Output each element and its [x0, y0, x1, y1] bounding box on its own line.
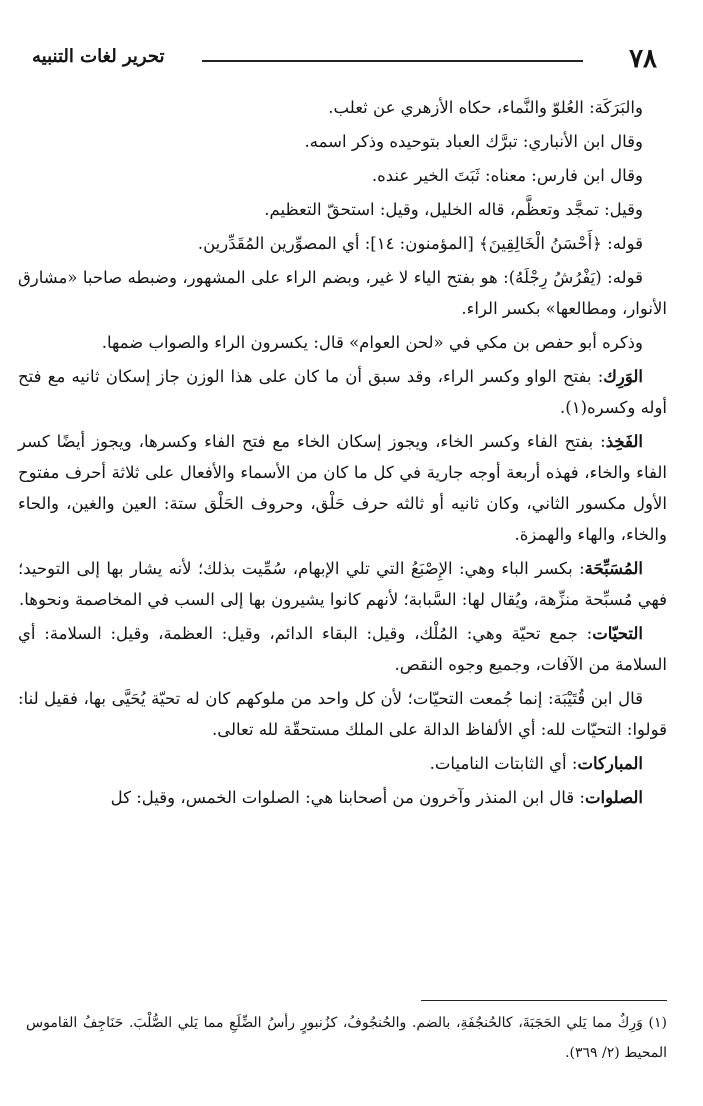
- paragraph-text: : بفتح الفاء وكسر الخاء، ويجوز إسكان الخاء مع فتح الفاء وكسرها، ويجوز أيضًا كسر الفاء والخاء، فهذه أربعة أوجه جارية في كل ما كان من الأسماء والأفعال على ثلاثة أحرف مفتوح الأول مكسور الثاني، وكان ثانيه أو ثالثه حرف حَلْق، وحروف الحَلْق ستة: العين والغين، والحاء والخاء، والهاء والهمزة.: [18, 432, 667, 544]
- paragraph: [18, 194, 667, 225]
- paragraph: [18, 361, 667, 423]
- paragraph-text: وذكره أبو حفص بن مكي في «لحن العوام» قال: يكسرون الراء والصواب ضمها.: [101, 333, 643, 352]
- paragraph-text: والبَرَكَة: العُلوّ والنَّماء، حكاه الأزهري عن ثعلب.: [328, 98, 643, 117]
- paragraph-text: قوله: (يَفْرُشُ رِجْلَهُ): هو بفتح الياء لا غير، وبضم الراء على المشهور، وضبطه صاحبا «مشارق الأنوار، ومطالعها» بكسر الراء.: [18, 268, 667, 318]
- paragraph-text: : أي الثابتات الناميات.: [429, 754, 578, 773]
- paragraph: [18, 553, 667, 615]
- footnote: (١) وَرِكٌ مما يَلي الحَجَبَةَ، كالحُنجُفَةِ، بالضم. والحُنجُوفُ، كزُنبورٍ رأسُ الضِّلَعِ مما يَلي الصُّلْبَ. حَنَاجِفُ القاموس المحيط (٢/ ٣٦٩).: [26, 1015, 667, 1061]
- defined-term: التحيّات: [592, 624, 643, 643]
- paragraph: [18, 92, 667, 123]
- paragraph-text: قوله: ﴿أَحْسَنُ الْخَالِقِينَ﴾ [المؤمنون: ١٤]: أي المصوِّرين المُقَدِّرين.: [197, 234, 643, 253]
- paragraph: [18, 426, 667, 550]
- paragraph-text: وقال ابن فارس: معناه: ثَبَتَ الخير عنده.: [371, 166, 643, 185]
- main-text: [18, 92, 667, 816]
- paragraph: [18, 228, 667, 259]
- paragraph: [18, 618, 667, 680]
- header-rule: [202, 60, 583, 62]
- page-header: [24, 40, 679, 84]
- paragraph: [18, 683, 667, 745]
- footnote-divider: [421, 1000, 667, 1001]
- paragraph-text: وقيل: تمجَّد وتعظَّم، قاله الخليل، وقيل: استحقّ التعظيم.: [264, 200, 643, 219]
- defined-term: الفَخِذ: [605, 432, 643, 451]
- paragraph: [18, 262, 667, 324]
- paragraph-text: : جمع تحيّة وهي: المُلْك، وقيل: البقاء الدائم، وقيل: العظمة، وقيل: السلامة: أي السلامة من الآفات، وجميع وجوه النقص.: [18, 624, 667, 674]
- paragraph: [18, 327, 667, 358]
- defined-term: الصلوات: [584, 788, 643, 807]
- defined-term: الوَرِك: [603, 367, 643, 386]
- paragraph-text: : بفتح الواو وكسر الراء، وقد سبق أن ما كان على هذا الوزن جاز إسكان ثانيه مع فتح أوله وكسره(١).: [18, 367, 667, 417]
- book-title: تحرير لغات التنبيه: [32, 46, 165, 67]
- paragraph: [18, 782, 667, 813]
- paragraph: [18, 160, 667, 191]
- page-number: ٧٨: [629, 44, 657, 74]
- paragraph-text: وقال ابن الأنباري: تبرَّك العباد بتوحيده وذكر اسمه.: [304, 132, 643, 151]
- paragraph: [18, 748, 667, 779]
- paragraph-text: قال ابن قُتَيْبَة: إنما جُمعت التحيّات؛ لأن كل واحد من ملوكهم كان له تحيّة يُحَيَّى بها، فقيل لنا: قولوا: التحيّات لله: أي الألفاظ الدالة على الملك مستحقّة لله تعالى.: [18, 689, 667, 739]
- defined-term: المُسَبِّحَة: [584, 559, 643, 578]
- paragraph: [18, 126, 667, 157]
- defined-term: المباركات: [577, 754, 643, 773]
- paragraph-text: : قال ابن المنذر وآخرون من أصحابنا هي: الصلوات الخمس، وقيل: كل: [110, 788, 585, 807]
- paragraph-text: : بكسر الباء وهي: الإِصْبَعُ التي تلي الإبهام، سُمِّيت بذلك؛ لأنه يشار بها إلى التوحيد؛ فهي مُسبِّحة منزِّهة، ويُقال لها: السَّبابة؛ لأنهم كانوا يشيرون بها إلى السب في المخاصمة ونحوها.: [18, 559, 667, 609]
